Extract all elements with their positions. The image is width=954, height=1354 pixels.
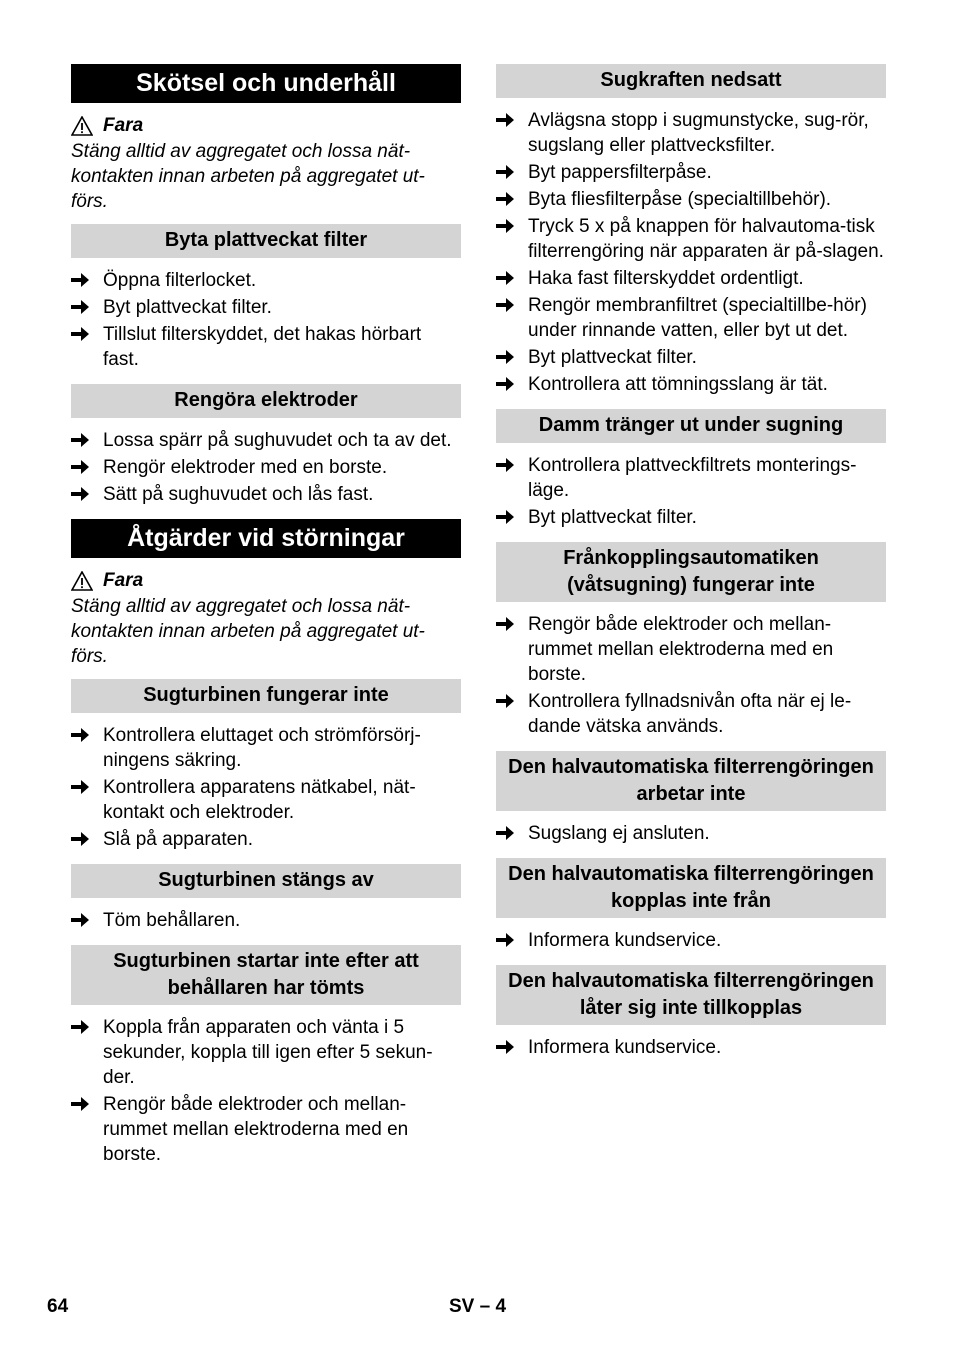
arrow-right-icon <box>496 1035 518 1061</box>
section-title-troubleshooting: Åtgärder vid störningar <box>71 519 461 558</box>
arrow-right-icon <box>496 505 518 531</box>
subsection-title: Sugturbinen startar inte efter att behållaren har tömts <box>71 945 461 1005</box>
step-list <box>71 418 461 519</box>
list-item: Öppna filterlocket. <box>71 268 461 293</box>
list-item: Rengör både elektroder och mellan-rummet mellan elektroderna med en borste. <box>71 1092 461 1167</box>
step-list <box>496 602 886 751</box>
list-item: Kontrollera plattveckfiltrets monterings-läge. <box>496 453 886 503</box>
arrow-right-icon <box>71 723 93 749</box>
list-item: Slå på apparaten. <box>71 827 461 852</box>
arrow-right-icon <box>496 928 518 954</box>
page-number: 64 <box>47 1296 69 1317</box>
arrow-right-icon <box>71 268 93 294</box>
subsection-title: Sugturbinen stängs av <box>71 864 461 898</box>
section-title-maintenance: Skötsel och underhåll <box>71 64 461 103</box>
list-item: Lossa spärr på sughuvudet och ta av det. <box>71 428 461 453</box>
danger-notice <box>71 113 461 214</box>
list-item: Sugslang ej ansluten. <box>496 821 886 846</box>
danger-text: Stäng alltid av aggregatet och lossa nät-kontakten innan arbeten på aggregatet ut-förs. <box>71 141 425 212</box>
arrow-right-icon <box>496 187 518 213</box>
list-item: Byt pappersfilterpåse. <box>496 160 886 185</box>
arrow-right-icon <box>71 295 93 321</box>
left-column <box>71 64 461 1179</box>
step-list <box>71 1005 461 1179</box>
arrow-right-icon <box>71 908 93 934</box>
danger-label: Fara <box>103 115 144 136</box>
arrow-right-icon <box>496 612 518 638</box>
right-column <box>496 64 886 1072</box>
step-list <box>71 898 461 945</box>
subsection-title: Frånkopplingsautomatiken (våtsugning) fungerar inte <box>496 542 886 602</box>
language-page-label: SV – 4 <box>449 1296 507 1317</box>
list-item: Kontrollera eluttaget och strömförsörj-ningens säkring. <box>71 723 461 773</box>
list-item: Byta fliesfilterpåse (specialtillbehör). <box>496 187 886 212</box>
subsection-title: Den halvautomatiska filterrengöringen arbetar inte <box>496 751 886 811</box>
arrow-right-icon <box>496 108 518 134</box>
list-item: Rengör membranfiltret (specialtillbe-hör) under rinnande vatten, eller byt ut det. <box>496 293 886 343</box>
subsection-title: Den halvautomatiska filterrengöringen kopplas inte från <box>496 858 886 918</box>
arrow-right-icon <box>496 689 518 715</box>
list-item: Koppla från apparaten och vänta i 5 sekunder, koppla till igen efter 5 sekun-der. <box>71 1015 461 1090</box>
list-item: Informera kundservice. <box>496 1035 886 1060</box>
subsection-title: Byta plattveckat filter <box>71 224 461 258</box>
warning-triangle-icon <box>71 116 93 136</box>
list-item: Byt plattveckat filter. <box>71 295 461 320</box>
arrow-right-icon <box>71 827 93 853</box>
list-item: Byt plattveckat filter. <box>496 345 886 370</box>
arrow-right-icon <box>71 775 93 801</box>
danger-label: Fara <box>103 570 144 591</box>
arrow-right-icon <box>71 322 93 348</box>
subsection-title: Sugkraften nedsatt <box>496 64 886 98</box>
list-item: Kontrollera fyllnadsnivån ofta när ej le-dande vätska används. <box>496 689 886 739</box>
step-list <box>496 811 886 858</box>
step-list <box>71 713 461 864</box>
arrow-right-icon <box>496 453 518 479</box>
subsection-title: Sugturbinen fungerar inte <box>71 679 461 713</box>
subsection-title: Damm tränger ut under sugning <box>496 409 886 443</box>
arrow-right-icon <box>496 266 518 292</box>
warning-triangle-icon <box>71 571 93 591</box>
step-list <box>71 258 461 384</box>
arrow-right-icon <box>71 482 93 508</box>
list-item: Avlägsna stopp i sugmunstycke, sug-rör, sugslang eller plattvecksfilter. <box>496 108 886 158</box>
arrow-right-icon <box>496 214 518 240</box>
list-item: Sätt på sughuvudet och lås fast. <box>71 482 461 507</box>
subsection-title: Den halvautomatiska filterrengöringen låter sig inte tillkopplas <box>496 965 886 1025</box>
arrow-right-icon <box>71 428 93 454</box>
danger-notice <box>71 568 461 669</box>
list-item: Informera kundservice. <box>496 928 886 953</box>
arrow-right-icon <box>71 455 93 481</box>
list-item: Kontrollera att tömningsslang är tät. <box>496 372 886 397</box>
arrow-right-icon <box>71 1015 93 1041</box>
arrow-right-icon <box>496 821 518 847</box>
list-item: Haka fast filterskyddet ordentligt. <box>496 266 886 291</box>
list-item: Rengör både elektroder och mellan-rummet mellan elektroderna med en borste. <box>496 612 886 687</box>
list-item: Tryck 5 x på knappen för halvautoma-tisk filterrengöring när apparaten är på-slagen. <box>496 214 886 264</box>
arrow-right-icon <box>496 293 518 319</box>
arrow-right-icon <box>496 160 518 186</box>
arrow-right-icon <box>496 345 518 371</box>
list-item: Töm behållaren. <box>71 908 461 933</box>
step-list <box>496 918 886 965</box>
list-item: Rengör elektroder med en borste. <box>71 455 461 480</box>
list-item: Byt plattveckat filter. <box>496 505 886 530</box>
arrow-right-icon <box>496 372 518 398</box>
step-list <box>496 1025 886 1072</box>
step-list <box>496 443 886 542</box>
list-item: Tillslut filterskyddet, det hakas hörbart fast. <box>71 322 461 372</box>
step-list <box>496 98 886 409</box>
list-item: Kontrollera apparatens nätkabel, nät-kontakt och elektroder. <box>71 775 461 825</box>
arrow-right-icon <box>71 1092 93 1118</box>
subsection-title: Rengöra elektroder <box>71 384 461 418</box>
danger-text: Stäng alltid av aggregatet och lossa nät-kontakten innan arbeten på aggregatet ut-förs. <box>71 596 425 667</box>
